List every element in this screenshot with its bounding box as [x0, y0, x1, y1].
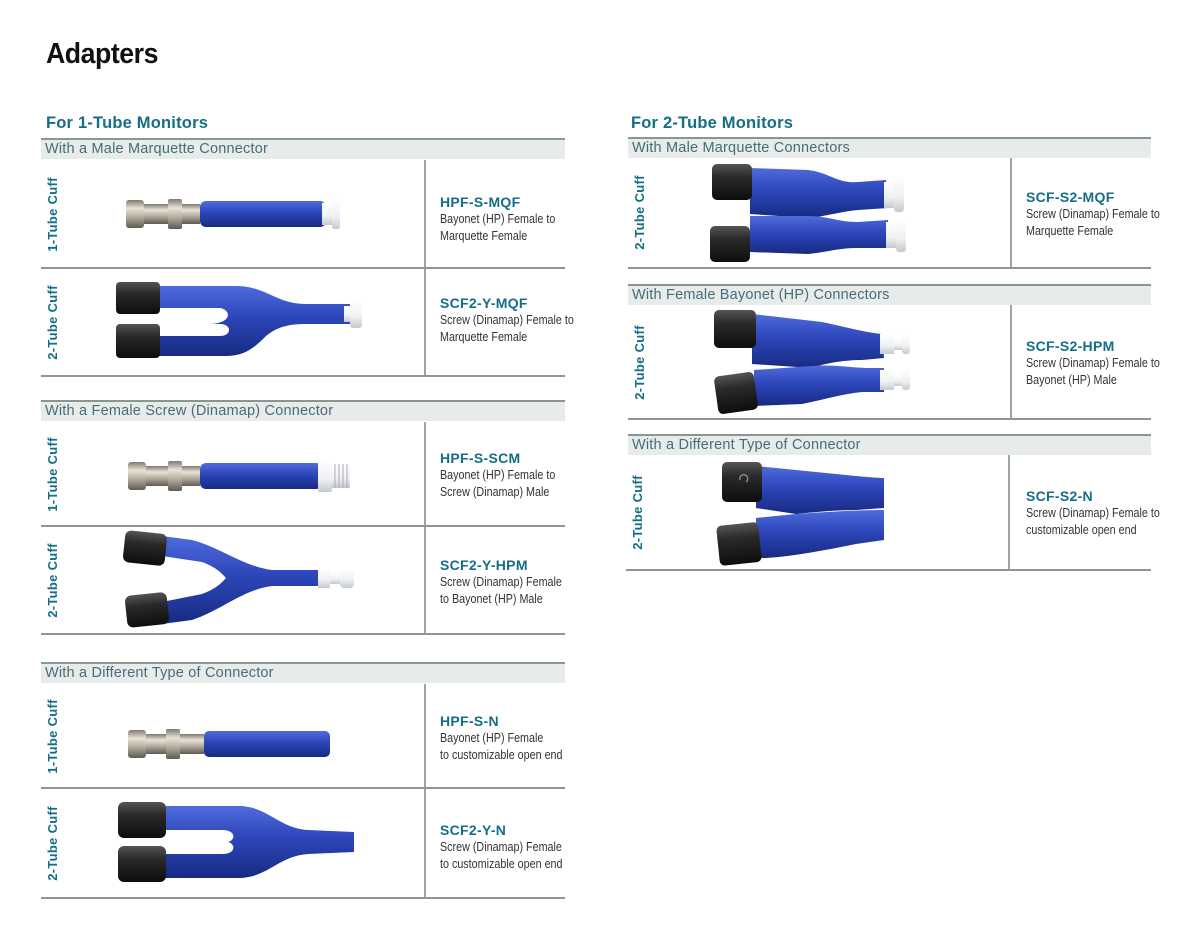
- row-divider: [626, 569, 1151, 571]
- cuff-label: 1-Tube Cuff: [44, 176, 60, 252]
- dual-tube-adapter-image: [712, 308, 916, 416]
- page-title: Adapters: [46, 38, 158, 70]
- dual-tube-adapter-image: [716, 460, 892, 572]
- product-desc-line2: Marquette Female: [1026, 224, 1114, 238]
- right-column-heading: For 2-Tube Monitors: [631, 114, 794, 132]
- product-code: SCF2-Y-N: [440, 822, 507, 838]
- row-divider: [41, 787, 565, 789]
- product-desc-line2: to customizable open end: [440, 857, 563, 871]
- single-tube-adapter-image: [128, 456, 358, 496]
- column-separator: [424, 160, 426, 268]
- product-desc-line1: Screw (Dinamap) Female to: [1026, 356, 1160, 370]
- product-hpf-s-n: [440, 713, 582, 764]
- product-hpf-s-mqf: [440, 194, 574, 245]
- cuff-label: 1-Tube Cuff: [44, 698, 60, 774]
- row-divider: [41, 897, 565, 899]
- row-divider: [628, 267, 1151, 269]
- product-desc-line1: Screw (Dinamap) Female to: [1026, 506, 1160, 520]
- cuff-label: 1-Tube Cuff: [44, 436, 60, 512]
- product-scf-s2-mqf: [1026, 189, 1182, 240]
- product-hpf-s-scm: [440, 450, 574, 501]
- product-desc-line2: Bayonet (HP) Male: [1026, 373, 1117, 387]
- dual-tube-adapter-image: [708, 160, 914, 266]
- product-desc-line1: Screw (Dinamap) Female to: [1026, 207, 1160, 221]
- section-male-marquette: With a Male Marquette Connector: [41, 138, 565, 159]
- product-code: SCF2-Y-HPM: [440, 557, 528, 573]
- column-separator: [1010, 158, 1012, 267]
- column-separator: [1010, 305, 1012, 419]
- product-scf2-y-mqf: [440, 295, 596, 346]
- section-different-connector-right: With a Different Type of Connector: [628, 434, 1151, 455]
- single-tube-adapter-image: [128, 724, 338, 764]
- single-tube-adapter-image: [126, 194, 346, 234]
- product-desc-line2: to Bayonet (HP) Male: [440, 592, 543, 606]
- row-divider: [41, 633, 565, 635]
- product-desc-line2: to customizable open end: [440, 748, 563, 762]
- section-male-marquette-connectors: With Male Marquette Connectors: [628, 137, 1151, 158]
- product-code: SCF-S2-HPM: [1026, 338, 1115, 354]
- cuff-label: 2-Tube Cuff: [44, 806, 60, 881]
- product-code: SCF2-Y-MQF: [440, 295, 528, 311]
- product-desc-line1: Bayonet (HP) Female: [440, 731, 544, 745]
- column-separator: [424, 527, 426, 634]
- left-column-heading: For 1-Tube Monitors: [46, 114, 209, 132]
- product-desc-line2: customizable open end: [1026, 523, 1137, 537]
- product-scf2-y-n: [440, 822, 582, 873]
- product-code: HPF-S-SCM: [440, 450, 521, 466]
- row-divider: [41, 375, 565, 377]
- y-adapter-image: [118, 800, 358, 884]
- cuff-label: 2-Tube Cuff: [629, 474, 645, 550]
- column-separator: [424, 684, 426, 788]
- product-scf2-y-hpm: [440, 557, 582, 608]
- product-code: SCF-S2-N: [1026, 488, 1093, 504]
- cuff-label: 2-Tube Cuff: [631, 324, 647, 400]
- section-different-connector: With a Different Type of Connector: [41, 662, 565, 683]
- column-separator: [424, 422, 426, 526]
- y-adapter-image: [116, 280, 366, 366]
- product-desc-line1: Screw (Dinamap) Female to: [440, 313, 574, 327]
- product-desc-line1: Screw (Dinamap) Female: [440, 840, 562, 854]
- column-separator: [1008, 455, 1010, 569]
- product-scf-s2-n: [1026, 488, 1182, 539]
- product-scf-s2-hpm: [1026, 338, 1182, 389]
- product-code: HPF-S-N: [440, 713, 499, 729]
- section-female-screw: With a Female Screw (Dinamap) Connector: [41, 400, 565, 421]
- cuff-label: 2-Tube Cuff: [631, 175, 647, 250]
- column-separator: [424, 269, 426, 376]
- section-female-bayonet-connectors: With Female Bayonet (HP) Connectors: [628, 284, 1151, 305]
- product-desc-line1: Bayonet (HP) Female to: [440, 212, 556, 226]
- row-divider: [41, 267, 565, 269]
- product-desc-line2: Marquette Female: [440, 330, 528, 344]
- row-divider: [41, 525, 565, 527]
- product-desc-line1: Bayonet (HP) Female to: [440, 468, 556, 482]
- product-code: HPF-S-MQF: [440, 194, 521, 210]
- product-desc-line1: Screw (Dinamap) Female: [440, 575, 562, 589]
- product-desc-line2: Marquette Female: [440, 229, 528, 243]
- row-divider: [628, 418, 1151, 420]
- column-separator: [424, 789, 426, 898]
- cuff-label: 2-Tube Cuff: [44, 285, 60, 360]
- cuff-label: 2-Tube Cuff: [44, 543, 60, 618]
- product-desc-line2: Screw (Dinamap) Male: [440, 485, 550, 499]
- y-adapter-image: [122, 530, 362, 630]
- product-code: SCF-S2-MQF: [1026, 189, 1115, 205]
